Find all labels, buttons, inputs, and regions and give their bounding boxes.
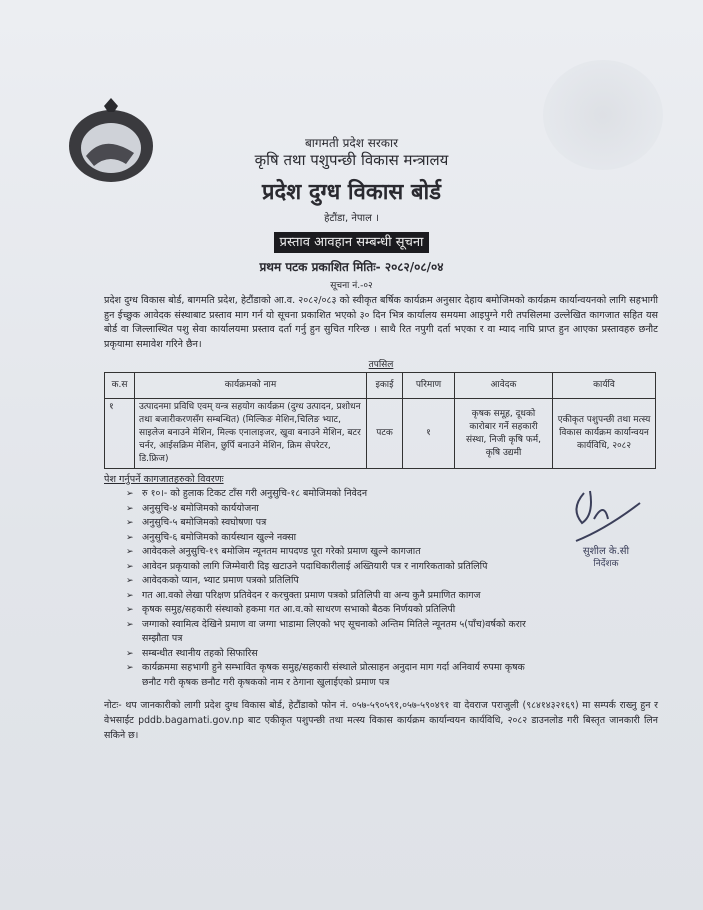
signature-icon xyxy=(566,485,646,545)
cell-program: उत्पादनमा प्रविधि एवम् यन्त्र सहयोग कार्यक्रम (दुग्ध उत्पादन, प्रशोधन तथा बजारीकरणसँग सम्बन्धित) (मिल्किङ मेशिन,चिलिङ भ्याट, साइलेज बनाउने मेशिन, मिल्क एनालाइजर, खुवा बनाउने मेशिन, बटर चर्नर, आईसक्रिम मेशिन, छुर्पि बनाउने मेशिन, क्रिम सेपरेटर, डि.फ्रिज) xyxy=(135,399,367,469)
document-body xyxy=(104,294,658,743)
list-item: ➢ अनुसुचि-४ बमोजिमको कार्ययोजना xyxy=(126,502,546,517)
list-item: ➢ अनुसुचि-६ बमोजिमको कार्यस्थान खुल्ने नक्सा xyxy=(126,531,546,546)
office-location: हेटौंडा, नेपाल । xyxy=(324,213,379,224)
publish-date: प्रथम पटक प्रकाशित मितिः- २०८२/०८/०४ xyxy=(259,260,444,274)
cell-quantity: १ xyxy=(403,399,455,469)
cell-applicant: कृषक समूह, दूधको कारोबार गर्ने सहकारी संस्था, निजी कृषि फर्म, कृषि उद्यमी xyxy=(455,399,553,469)
contact-note: नोटः- थप जानकारीको लागी प्रदेश दुग्ध विकास बोर्ड, हेटौंडाको फोन नं. ०५७-५९०५९१,०५७-५९०४९१ वा देवराज पराजुली (९८४१४३२१६९) मा सम्पर्क राख्नु हुन र वेभसाईट pddb.bagamati.gov.np बाट एकीकृत पशुपन्छी तथा मत्स्य विकास कार्यक्रम कार्यान्वयन कार्यविधि, २०८२ डाउनलोड गरी बिस्तृत जानकारी लिन सकिने छ। xyxy=(104,700,658,741)
col-procedure: कार्यवि xyxy=(553,373,656,399)
documents-heading: पेश गर्नुपर्ने कागजातहरुको विवरणः xyxy=(104,474,224,485)
notice-title-wrap xyxy=(0,231,703,253)
table-row xyxy=(105,399,656,469)
notice-title: प्रस्ताव आवहान सम्बन्धी सूचना xyxy=(274,232,430,253)
list-item: ➢ सम्बन्धीत स्थानीय तहको सिफारिस xyxy=(126,647,546,662)
col-sn: क.स xyxy=(105,373,135,399)
list-item: ➢ अनुसुचि-५ बमोजिमको स्वघोषणा पत्र xyxy=(126,516,546,531)
table-header-row xyxy=(105,373,656,399)
list-item: ➢ कार्यक्रममा सहभागी हुने सम्भावित कृषक समुह/सहकारी संस्थाले प्रोत्साहन अनुदान माग गर्दा अनिवार्य रुपमा कृषक छनौट गरी कृषक छनौट गरी कृषकको नाम र ठेगाना खुलाईएको प्रमाण पत्र xyxy=(126,661,546,690)
notice-paragraph: प्रदेश दुग्ध विकास बोर्ड, बागमति प्रदेश, हेटौंडाको आ.व. २०८२/०८३ को स्वीकृत बर्षिक कार्यक्रम अनुसार देहाय बमोजिमको कार्यक्रम कार्यान्वयनको लागि सहभागी हुन ईच्छुक आवेदक संस्थाबाट प्रस्ताव माग गर्न यो सूचना प्रकाशित भएको ३० दिन भित्र कार्यालय समयमा आइपुग्ने गरी तपसिलमा उल्लेखित कागजात सहित यस बोर्ड वा जिल्लास्थित पशु सेवा कार्यालयमा प्रस्ताव दर्ता गर्नु हुन सुचित गरिन्छ । साथै रित नपुगी दर्ता भएका र वा म्याद नाघि प्राप्त हुन आएका प्रस्तावहरु छनौट प्रकृयामा समावेश गरिने छैन। xyxy=(104,295,658,350)
col-applicant: आवेदक xyxy=(455,373,553,399)
col-program: कार्यक्रमको नाम xyxy=(135,373,367,399)
list-item: ➢ आवेदन प्रकृयाको लागि जिम्मेवारी दिइ खटाउने पदाधिकारीलाई अख्तियारी पत्र र नागरिकताको प्रतिलिपि xyxy=(126,560,546,575)
signature-block xyxy=(554,485,658,570)
documents-section xyxy=(104,485,658,690)
office-name: प्रदेश दुग्ध विकास बोर्ड xyxy=(262,180,441,205)
notice-number: सूचना नं.-०२ xyxy=(330,281,373,291)
government-name: बागमती प्रदेश सरकार xyxy=(304,136,399,150)
list-item: ➢ रु १०।- को हुलाक टिकट टाँस गरी अनुसुचि-१८ बमोजिमको निवेदन xyxy=(126,487,546,502)
list-item: ➢ कृषक समुह/सहकारी संस्थाको हकमा गत आ.व.को साधरण सभाको बैठक निर्णयको प्रतिलिपी xyxy=(126,603,546,618)
cell-sn: १ xyxy=(105,399,135,469)
list-item: ➢ आवेदकले अनुसुचि-१९ बमोजिम न्यूनतम मापदण्ड पूरा गरेको प्रमाण खुल्ने कागजात xyxy=(126,545,546,560)
signature-title: निर्देशक xyxy=(593,559,619,569)
list-item: ➢ आवेदकको प्यान, भ्याट प्रमाण पत्रको प्रतिलिपि xyxy=(126,574,546,589)
col-quantity: परिमाण xyxy=(403,373,455,399)
cell-procedure: एकीकृत पशुपन्छी तथा मत्स्य विकास कार्यक्रम कार्यान्वयन कार्यविधि, २०८२ xyxy=(553,399,656,469)
signature-name: सुशील के.सी xyxy=(582,546,630,557)
list-item: ➢ जग्गाको स्वामित्व देखिने प्रमाण वा जग्गा भाडामा लिएको भए सूचनाको अन्तिम मितिले न्यूनतम ५(पाँच)वर्षको करार सम्झौता पत्र xyxy=(126,618,546,647)
cell-unit: पटक xyxy=(367,399,403,469)
program-table xyxy=(104,372,656,469)
documents-list xyxy=(104,487,546,690)
col-unit: इकाई xyxy=(367,373,403,399)
ministry-name: कृषि तथा पशुपन्छी विकास मन्त्रालय xyxy=(254,151,449,169)
list-item: ➢ गत आ.वको लेखा परिक्षण प्रतिवेदन र करचुक्ता प्रमाण पत्रको प्रतिलिपी वा अन्य कुनै प्रमाणित कागज xyxy=(126,589,546,604)
table-caption: तपसिल xyxy=(368,360,394,370)
